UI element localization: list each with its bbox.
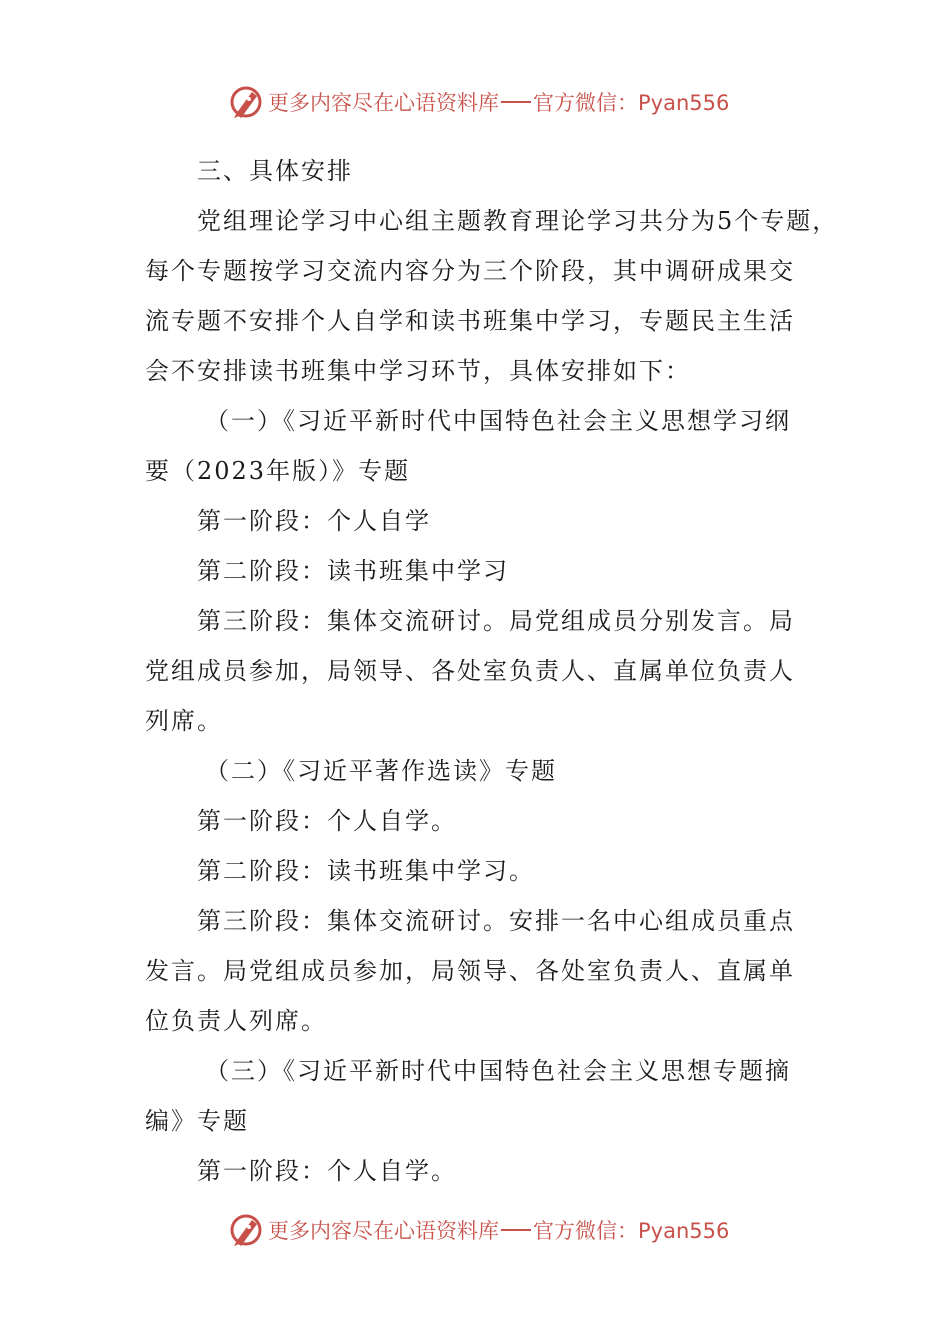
footer-banner <box>226 1208 746 1252</box>
topic2-stage3: 第三阶段：集体交流研讨。安排一名中心组成员重点 <box>197 907 795 935</box>
topic1-stage3: 第三阶段：集体交流研讨。局党组成员分别发言。局 <box>197 607 795 635</box>
banner-wechat-text: 官方微信：Pyan556 <box>533 91 730 115</box>
banner-dash <box>501 1229 531 1231</box>
pen-nib-logo-icon <box>226 1210 266 1250</box>
intro-line: 每个专题按学习交流内容分为三个阶段，其中调研成果交 <box>145 257 795 285</box>
topic1-stage1: 第一阶段：个人自学 <box>197 507 431 535</box>
pen-nib-logo-icon <box>226 82 266 122</box>
topic3-stage1: 第一阶段：个人自学。 <box>197 1157 457 1185</box>
banner-site-text: 更多内容尽在心语资料库 <box>268 1219 499 1243</box>
intro-line: 党组理论学习中心组主题教育理论学习共分为5个专题， <box>197 207 839 235</box>
intro-line: 流专题不安排个人自学和读书班集中学习，专题民主生活 <box>145 307 795 335</box>
banner-dash <box>501 101 531 103</box>
topic2-stage3: 位负责人列席。 <box>145 1007 327 1035</box>
intro-line: 会不安排读书班集中学习环节，具体安排如下： <box>145 357 691 385</box>
topic1-title: （一）《习近平新时代中国特色社会主义思想学习纲 <box>205 407 791 435</box>
topic2-stage1: 第一阶段：个人自学。 <box>197 807 457 835</box>
topic2-stage3: 发言。局党组成员参加，局领导、各处室负责人、直属单 <box>145 957 795 985</box>
banner-wechat-text: 官方微信：Pyan556 <box>533 1219 730 1243</box>
topic3-title: 编》专题 <box>145 1107 249 1135</box>
topic1-stage3: 列席。 <box>145 707 223 735</box>
section-heading: 三、具体安排 <box>197 157 353 185</box>
header-banner <box>226 80 746 124</box>
document-body <box>145 146 839 1196</box>
topic1-title: 要（2023年版）》专题 <box>145 457 411 485</box>
topic1-stage3: 党组成员参加，局领导、各处室负责人、直属单位负责人 <box>145 657 795 685</box>
banner-site-text: 更多内容尽在心语资料库 <box>268 91 499 115</box>
topic2-stage2: 第二阶段：读书班集中学习。 <box>197 857 535 885</box>
topic3-title: （三）《习近平新时代中国特色社会主义思想专题摘 <box>205 1057 791 1085</box>
topic1-stage2: 第二阶段：读书班集中学习 <box>197 557 509 585</box>
topic2-title: （二）《习近平著作选读》专题 <box>205 757 557 785</box>
